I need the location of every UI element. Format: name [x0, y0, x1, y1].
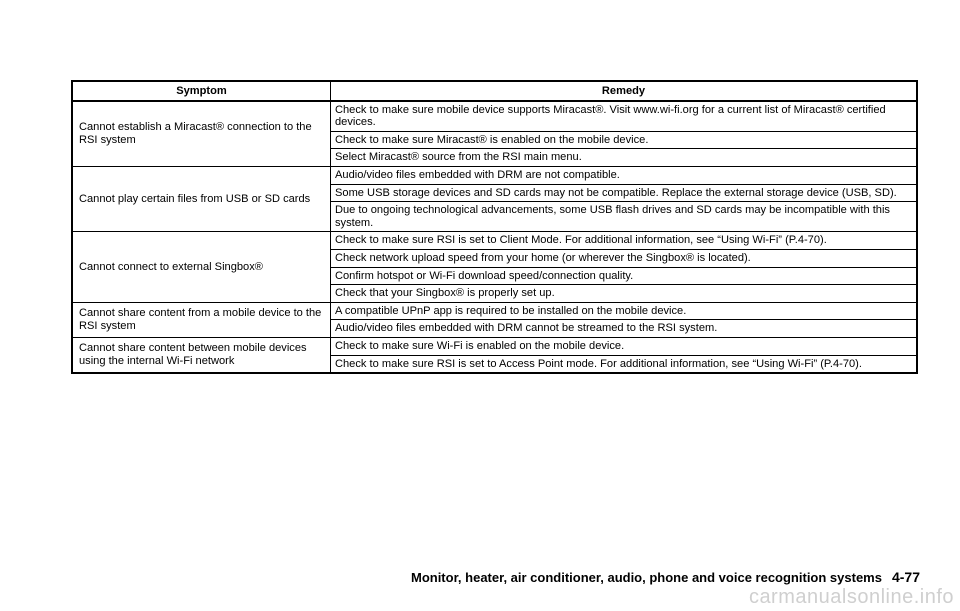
remedy-cell: Some USB storage devices and SD cards may not be compatible. Replace the external storage device (USB, SD). — [331, 184, 918, 202]
table-header-row — [72, 81, 917, 101]
remedy-cell: Audio/video files embedded with DRM are not compatible. — [331, 166, 918, 184]
table-row — [72, 166, 917, 184]
remedy-cell: Due to ongoing technological advancements, some USB flash drives and SD cards may be incompatible with this system. — [331, 202, 918, 232]
page-footer — [411, 569, 920, 585]
remedy-cell: Check to make sure Miracast® is enabled on the mobile device. — [331, 131, 918, 149]
page-number: 4-77 — [891, 569, 920, 585]
symptom-cell: Cannot share content between mobile devices using the internal Wi-Fi network — [72, 337, 331, 373]
symptom-cell: Cannot connect to external Singbox® — [72, 232, 331, 302]
watermark: carmanualsonline.info — [748, 586, 954, 608]
table-row — [72, 337, 917, 355]
remedy-cell: Confirm hotspot or Wi-Fi download speed/connection quality. — [331, 267, 918, 285]
table-row — [72, 302, 917, 320]
table-row — [72, 232, 917, 250]
table-row — [72, 101, 917, 132]
symptom-cell: Cannot establish a Miracast® connection to the RSI system — [72, 101, 331, 167]
remedy-cell: Select Miracast® source from the RSI main menu. — [331, 149, 918, 167]
symptom-cell: Cannot share content from a mobile device to the RSI system — [72, 302, 331, 337]
remedy-cell: Check to make sure mobile device supports Miracast®. Visit www.wi-fi.org for a current list of Miracast® certified devices. — [331, 101, 918, 132]
section-title: Monitor, heater, air conditioner, audio, phone and voice recognition systems — [410, 570, 882, 585]
remedy-cell: Check network upload speed from your home (or wherever the Singbox® is located). — [331, 249, 918, 267]
remedy-cell: Check to make sure RSI is set to Client Mode. For additional information, see “Using Wi-Fi” (P.4-70). — [331, 232, 918, 250]
remedy-cell: Check to make sure Wi-Fi is enabled on the mobile device. — [331, 337, 918, 355]
remedy-header: Remedy — [331, 81, 918, 101]
symptom-header: Symptom — [72, 81, 331, 101]
remedy-cell: Check to make sure RSI is set to Access Point mode. For additional information, see “Using Wi-Fi” (P.4-70). — [331, 355, 918, 373]
symptom-cell: Cannot play certain files from USB or SD cards — [72, 166, 331, 231]
remedy-cell: Check that your Singbox® is properly set up. — [331, 285, 918, 303]
troubleshooting-table — [71, 80, 918, 374]
remedy-cell: Audio/video files embedded with DRM cannot be streamed to the RSI system. — [331, 320, 918, 338]
remedy-cell: A compatible UPnP app is required to be installed on the mobile device. — [331, 302, 918, 320]
